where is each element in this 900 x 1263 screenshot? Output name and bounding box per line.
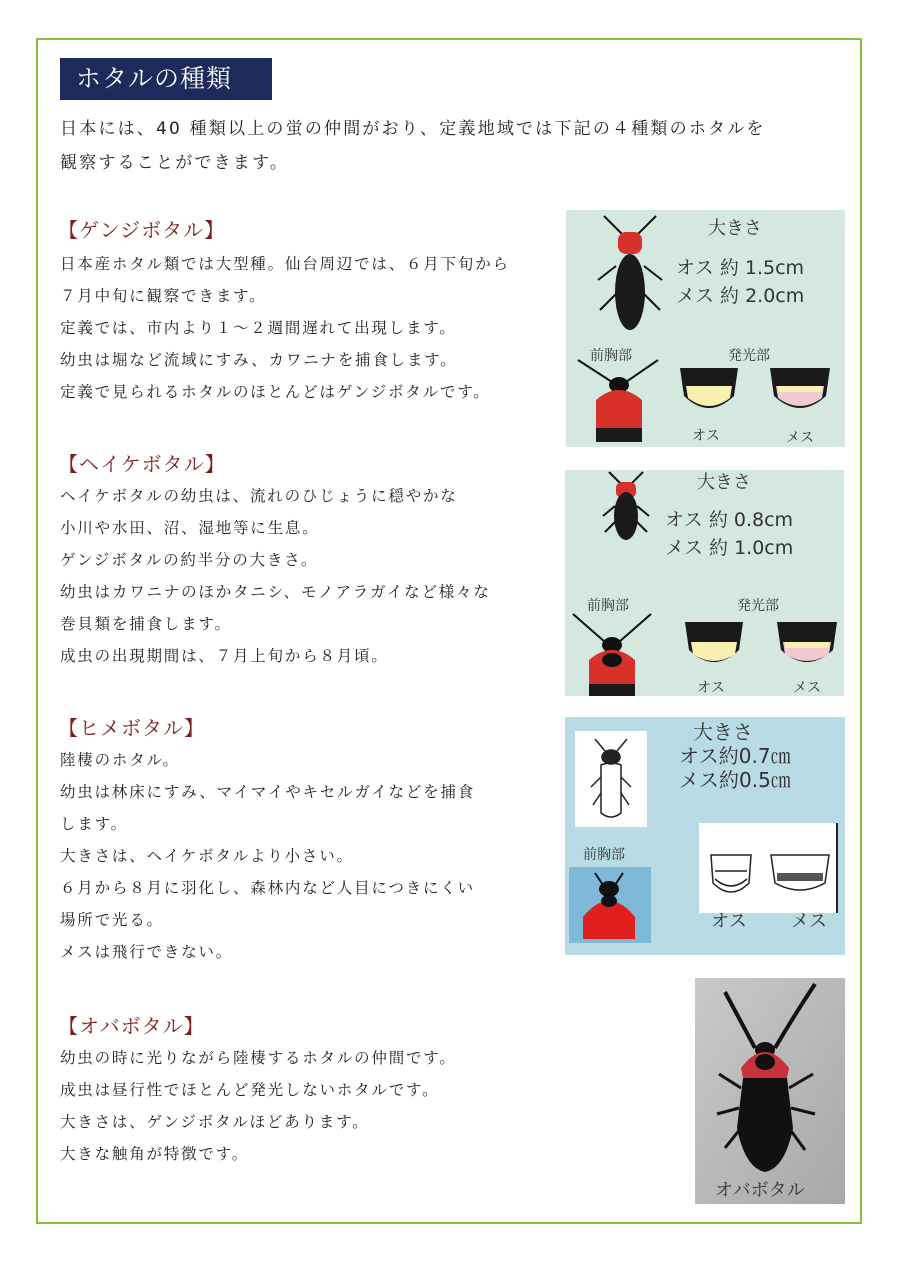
pronotum-label: 前胸部 <box>587 598 629 614</box>
heading-hime: 【ヒメボタル】 <box>58 716 205 740</box>
heading-genji: 【ゲンジボタル】 <box>58 218 226 242</box>
male-size: オス 約 1.5cm <box>676 257 805 279</box>
paragraph-oba <box>60 1042 550 1170</box>
male-label: オス <box>697 680 725 696</box>
text-line: ヘイケボタルの幼虫は、流れのひじょうに穏やかな <box>60 487 458 505</box>
heading-heike: 【ヘイケボタル】 <box>58 452 226 476</box>
text-line: 成虫の出現期間は、７月上旬から８月頃。 <box>60 647 389 665</box>
paragraph-genji <box>60 248 550 408</box>
male-label: オス <box>692 428 720 444</box>
text-line: ゲンジボタルの約半分の大きさ。 <box>60 551 319 569</box>
female-label: メス <box>786 430 814 446</box>
text-line: 大きさは、ヘイケボタルより小さい。 <box>60 847 354 865</box>
female-size: メス約0.5㎝ <box>679 768 791 792</box>
text-line: 大きさは、ゲンジボタルほどあります。 <box>60 1113 370 1131</box>
male-label: オス <box>711 911 747 932</box>
text-line: 巻貝類を捕食します。 <box>60 615 232 633</box>
figure-heike <box>565 470 844 696</box>
female-size: メス 約 2.0cm <box>676 285 805 307</box>
text-line: 幼虫は林床にすみ、マイマイやキセルガイなどを捕食 <box>60 783 476 801</box>
intro-text <box>60 112 850 180</box>
figure-genji <box>566 210 845 447</box>
female-size: メス 約 1.0cm <box>665 537 794 559</box>
photo-caption: オバボタル <box>715 1180 805 1201</box>
page-title: ホタルの種類 <box>60 58 272 100</box>
figure-hime <box>565 717 845 955</box>
text-line: 幼虫は堀など流域にすみ、カワニナを捕食します。 <box>60 351 458 369</box>
heading-oba: 【オバボタル】 <box>58 1014 205 1038</box>
size-label: 大きさ <box>708 218 762 239</box>
light-organ-label: 発光部 <box>737 598 779 614</box>
photo-oba <box>695 978 845 1204</box>
text-line: メスは飛行できない。 <box>60 943 234 961</box>
male-size: オス 約 0.8cm <box>665 509 794 531</box>
female-label: メス <box>793 680 821 696</box>
text-line: ６月から８月に羽化し、森林内など人目につきにくい <box>60 879 475 897</box>
pronotum-label: 前胸部 <box>583 847 625 863</box>
size-label: 大きさ <box>697 472 751 493</box>
intro-line: 日本には、40 種類以上の蛍の仲間がおり、定義地域では下記の４種類のホタルを <box>60 119 766 139</box>
female-label: メス <box>791 911 827 932</box>
text-line: 日本産ホタル類では大型種。仙台周辺では、６月下旬から <box>60 255 510 273</box>
text-line: します。 <box>60 815 128 833</box>
light-organ-label: 発光部 <box>728 348 770 364</box>
text-line: 場所で光る。 <box>60 911 164 929</box>
intro-line: 観察することができます。 <box>60 153 290 173</box>
text-line: 定義で見られるホタルのほとんどはゲンジボタルです。 <box>60 383 491 401</box>
pronotum-label: 前胸部 <box>590 348 632 364</box>
male-size: オス約0.7㎝ <box>679 744 791 768</box>
text-line: 大きな触角が特徴です。 <box>60 1145 250 1163</box>
size-label: 大きさ <box>693 720 753 744</box>
text-line: 陸棲のホタル。 <box>60 751 180 769</box>
text-line: 幼虫の時に光りながら陸棲するホタルの仲間です。 <box>60 1049 457 1067</box>
text-line: 成虫は昼行性でほとんど発光しないホタルです。 <box>60 1081 440 1099</box>
text-line: 定義では、市内より１～２週間遅れて出現します。 <box>60 319 457 337</box>
text-line: ７月中旬に観察できます。 <box>60 287 267 305</box>
paragraph-hime <box>60 744 550 968</box>
text-line: 幼虫はカワニナのほかタニシ、モノアラガイなど様々な <box>60 583 491 601</box>
paragraph-heike <box>60 480 550 672</box>
text-line: 小川や水田、沼、湿地等に生息。 <box>60 519 320 537</box>
